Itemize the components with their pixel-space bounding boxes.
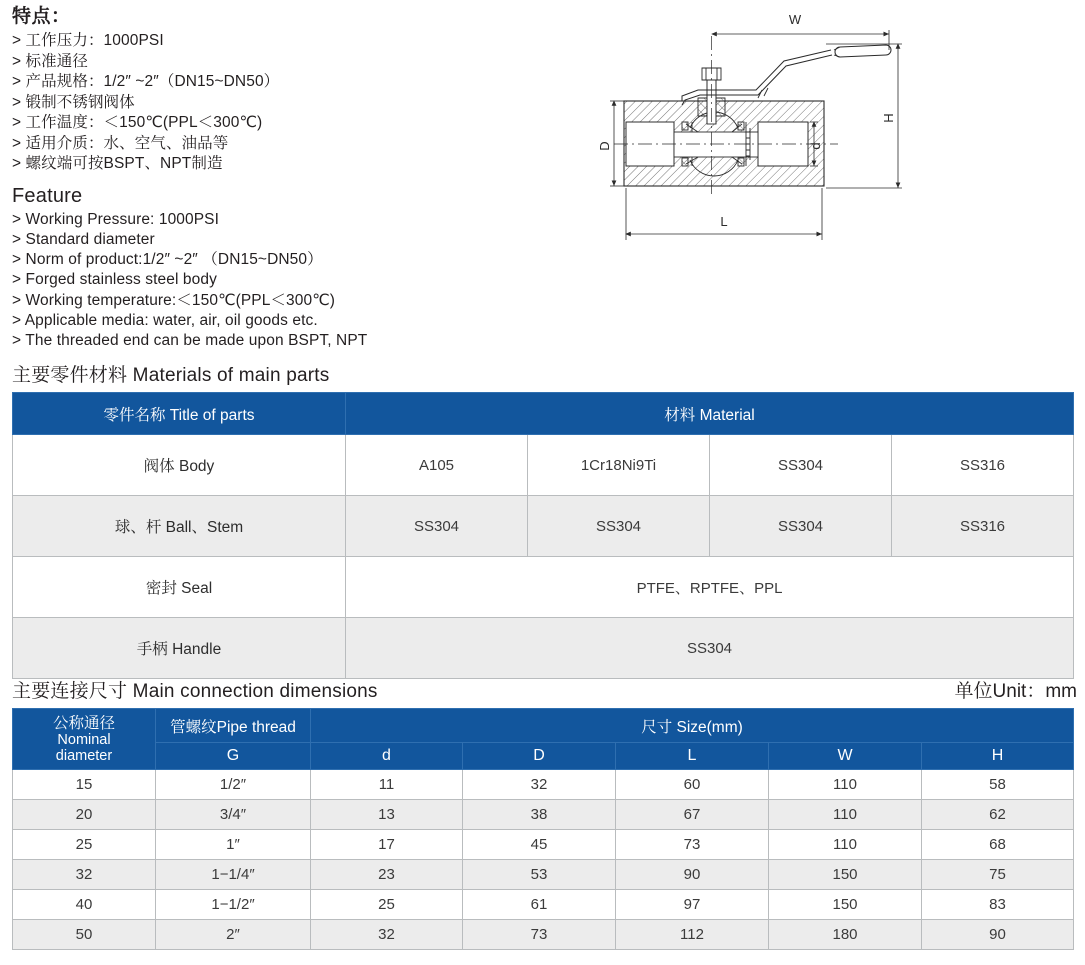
feature-item-en-6: > The threaded end can be made upon BSPT, NPT bbox=[12, 332, 368, 350]
dimensions-col-pipe-thread: 管螺纹Pipe thread bbox=[156, 709, 311, 743]
dim-W: 150 bbox=[769, 890, 922, 920]
dim-label-l: L bbox=[720, 214, 728, 229]
nominal-label-en2: diameter bbox=[55, 747, 113, 764]
dim-H: 58 bbox=[922, 770, 1074, 800]
table-row bbox=[13, 800, 1074, 830]
dim-nominal: 50 bbox=[13, 920, 156, 950]
dim-H: 68 bbox=[922, 830, 1074, 860]
table-row bbox=[13, 890, 1074, 920]
dimensions-header-row-2 bbox=[13, 743, 1074, 770]
dim-W: 150 bbox=[769, 860, 922, 890]
table-row bbox=[13, 830, 1074, 860]
material-part-name: 球、杆 Ball、Stem bbox=[13, 496, 346, 557]
features-title-en: Feature bbox=[12, 184, 83, 207]
dim-W: 110 bbox=[769, 770, 922, 800]
dim-label-h: H bbox=[881, 113, 896, 123]
material-value: A105 bbox=[346, 435, 528, 496]
table-row bbox=[13, 435, 1074, 496]
feature-item-cn-3: > 锻制不锈钢阀体 bbox=[12, 93, 135, 111]
materials-heading: 主要零件材料 Materials of main parts bbox=[12, 365, 330, 386]
dim-nominal: 32 bbox=[13, 860, 156, 890]
dimensions-unit: 单位Unit：mm bbox=[954, 681, 1077, 702]
feature-item-en-5: > Applicable media: water, air, oil goods etc. bbox=[12, 311, 318, 329]
material-value: SS304 bbox=[710, 496, 892, 557]
materials-header-row bbox=[13, 393, 1074, 435]
dim-g: 1″ bbox=[156, 830, 311, 860]
dimensions-col-L: L bbox=[616, 743, 769, 770]
table-row bbox=[13, 860, 1074, 890]
dim-g: 1/2″ bbox=[156, 770, 311, 800]
dim-D: 32 bbox=[463, 770, 616, 800]
feature-item-en-0: > Working Pressure: 1000PSI bbox=[12, 210, 220, 228]
dim-L: 60 bbox=[616, 770, 769, 800]
dimensions-col-nominal bbox=[13, 709, 156, 770]
dim-D: 73 bbox=[463, 920, 616, 950]
dim-L: 73 bbox=[616, 830, 769, 860]
material-part-name: 手柄 Handle bbox=[13, 618, 346, 679]
dimensions-col-d: d bbox=[311, 743, 463, 770]
dim-label-d-big: D bbox=[597, 141, 612, 151]
feature-item-en-1: > Standard diameter bbox=[12, 230, 155, 248]
materials-col-material: 材料 Material bbox=[346, 393, 1074, 435]
dim-d: 17 bbox=[311, 830, 463, 860]
dim-W: 110 bbox=[769, 800, 922, 830]
dimensions-col-H: H bbox=[922, 743, 1074, 770]
dim-nominal: 20 bbox=[13, 800, 156, 830]
material-part-name: 密封 Seal bbox=[13, 557, 346, 618]
dim-H: 62 bbox=[922, 800, 1074, 830]
dim-d: 32 bbox=[311, 920, 463, 950]
materials-col-part: 零件名称 Title of parts bbox=[13, 393, 346, 435]
dimensions-col-g: G bbox=[156, 743, 311, 770]
feature-item-cn-1: > 标准通径 bbox=[12, 52, 88, 70]
dim-g: 1−1/4″ bbox=[156, 860, 311, 890]
dim-D: 38 bbox=[463, 800, 616, 830]
dim-H: 90 bbox=[922, 920, 1074, 950]
valve-technical-drawing bbox=[586, 6, 926, 262]
dimensions-table bbox=[12, 708, 1074, 950]
dim-W: 110 bbox=[769, 830, 922, 860]
material-value: SS304 bbox=[346, 618, 1074, 679]
dimensions-col-W: W bbox=[769, 743, 922, 770]
feature-item-cn-2: > 产品规格：1/2″ ~2″（DN15~DN50） bbox=[12, 73, 280, 90]
dim-L: 90 bbox=[616, 860, 769, 890]
material-value: SS304 bbox=[346, 496, 528, 557]
dimensions-col-D: D bbox=[463, 743, 616, 770]
features-block bbox=[12, 4, 572, 352]
dim-g: 3/4″ bbox=[156, 800, 311, 830]
dim-nominal: 25 bbox=[13, 830, 156, 860]
dim-D: 45 bbox=[463, 830, 616, 860]
dimensions-heading: 主要连接尺寸 Main connection dimensions bbox=[12, 681, 378, 702]
dim-L: 112 bbox=[616, 920, 769, 950]
dim-W: 180 bbox=[769, 920, 922, 950]
feature-item-cn-5: > 适用介质：水、空气、油品等 bbox=[12, 134, 229, 152]
dim-H: 83 bbox=[922, 890, 1074, 920]
dim-nominal: 15 bbox=[13, 770, 156, 800]
feature-item-en-3: > Forged stainless steel body bbox=[12, 271, 217, 289]
materials-table bbox=[12, 392, 1074, 679]
feature-item-cn-6: > 螺纹端可按BSPT、NPT制造 bbox=[12, 155, 223, 172]
material-value: PTFE、RPTFE、PPL bbox=[346, 557, 1074, 618]
dim-label-w: W bbox=[788, 12, 802, 27]
material-value: SS316 bbox=[892, 435, 1074, 496]
material-part-name: 阀体 Body bbox=[13, 435, 346, 496]
features-title-cn: 特点： bbox=[12, 6, 71, 27]
dim-g: 2″ bbox=[156, 920, 311, 950]
table-row bbox=[13, 618, 1074, 679]
table-row bbox=[13, 770, 1074, 800]
dim-label-d-small: d bbox=[808, 142, 823, 150]
nominal-label-cn: 公称通径 bbox=[52, 714, 115, 732]
material-value: SS304 bbox=[710, 435, 892, 496]
material-value: 1Cr18Ni9Ti bbox=[528, 435, 710, 496]
feature-item-en-4: > Working temperature:＜150℃(PPL＜300℃) bbox=[12, 291, 335, 309]
dimensions-col-size-group: 尺寸 Size(mm) bbox=[311, 709, 1074, 743]
dim-D: 61 bbox=[463, 890, 616, 920]
feature-item-cn-4: > 工作温度：＜150℃(PPL＜300℃) bbox=[12, 114, 263, 131]
dim-d: 23 bbox=[311, 860, 463, 890]
feature-item-cn-0: > 工作压力：1000PSI bbox=[12, 32, 164, 49]
dim-D: 53 bbox=[463, 860, 616, 890]
dim-nominal: 40 bbox=[13, 890, 156, 920]
dim-d: 11 bbox=[311, 770, 463, 800]
material-value: SS304 bbox=[528, 496, 710, 557]
feature-item-en-2: > Norm of product:1/2″ ~2″ （DN15~DN50） bbox=[12, 251, 323, 269]
dim-L: 97 bbox=[616, 890, 769, 920]
material-value: SS316 bbox=[892, 496, 1074, 557]
nominal-label-en1: Nominal bbox=[57, 731, 111, 748]
dim-H: 75 bbox=[922, 860, 1074, 890]
table-row bbox=[13, 920, 1074, 950]
dim-d: 13 bbox=[311, 800, 463, 830]
dimensions-header-row-1 bbox=[13, 709, 1074, 743]
table-row bbox=[13, 557, 1074, 618]
dim-L: 67 bbox=[616, 800, 769, 830]
table-row bbox=[13, 496, 1074, 557]
dim-g: 1−1/2″ bbox=[156, 890, 311, 920]
dim-d: 25 bbox=[311, 890, 463, 920]
